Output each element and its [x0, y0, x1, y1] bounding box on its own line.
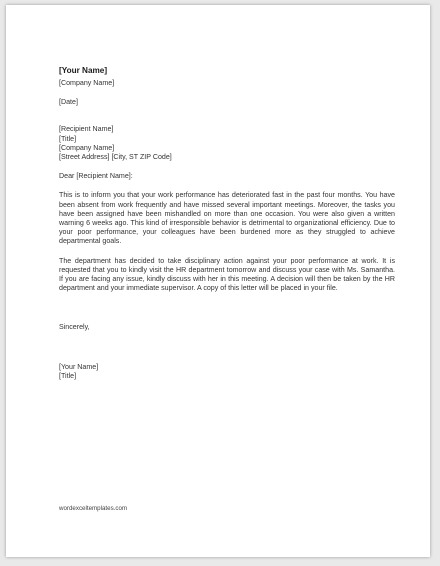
- recipient-block: [59, 125, 399, 162]
- recipient-company: [Company Name]: [59, 143, 115, 152]
- body-paragraph-2: The department has decided to take disciplinary action against your poor performance at work. It is requested that you to kindly visit the HR department tomorrow and discuss your case with Ms. Samantha. If you are facing any issue, kindly discuss with her in this meeting. A decision will then be taken by the HR department and your immediate supervisor. A copy of this letter will be placed in your file.: [59, 256, 395, 293]
- recipient-address: [Street Address] [City, ST ZIP Code]: [59, 153, 172, 162]
- sender-name: [Your Name]: [59, 66, 108, 75]
- letter-date: [Date]: [59, 98, 78, 107]
- recipient-name: [Recipient Name]: [59, 125, 114, 134]
- closing: Sincerely,: [59, 323, 90, 332]
- letter-page: [6, 5, 430, 557]
- body-paragraph-1: This is to inform you that your work performance has deteriorated fast in the past four months. You have been absent from work frequently and have missed several important meetings. Moreover, the tasks you have been assigned have been mishandled on more than one occasion. You were also given a written warning 6 weeks ago. This kind of irresponsible behavior is detrimental to organizational efficiency. Due to your poor performance, your colleagues have been burdened more as they struggled to achieve departmental goals.: [59, 191, 395, 246]
- sender-company: [Company Name]: [59, 79, 115, 87]
- signature-title: [Title]: [59, 371, 77, 380]
- recipient-title: [Title]: [59, 134, 77, 143]
- salutation: Dear [Recipient Name]:: [59, 172, 133, 181]
- footer-website: wordexceltemplates.com: [59, 505, 128, 512]
- signature-name: [Your Name]: [59, 362, 99, 371]
- letter-body: [59, 66, 399, 381]
